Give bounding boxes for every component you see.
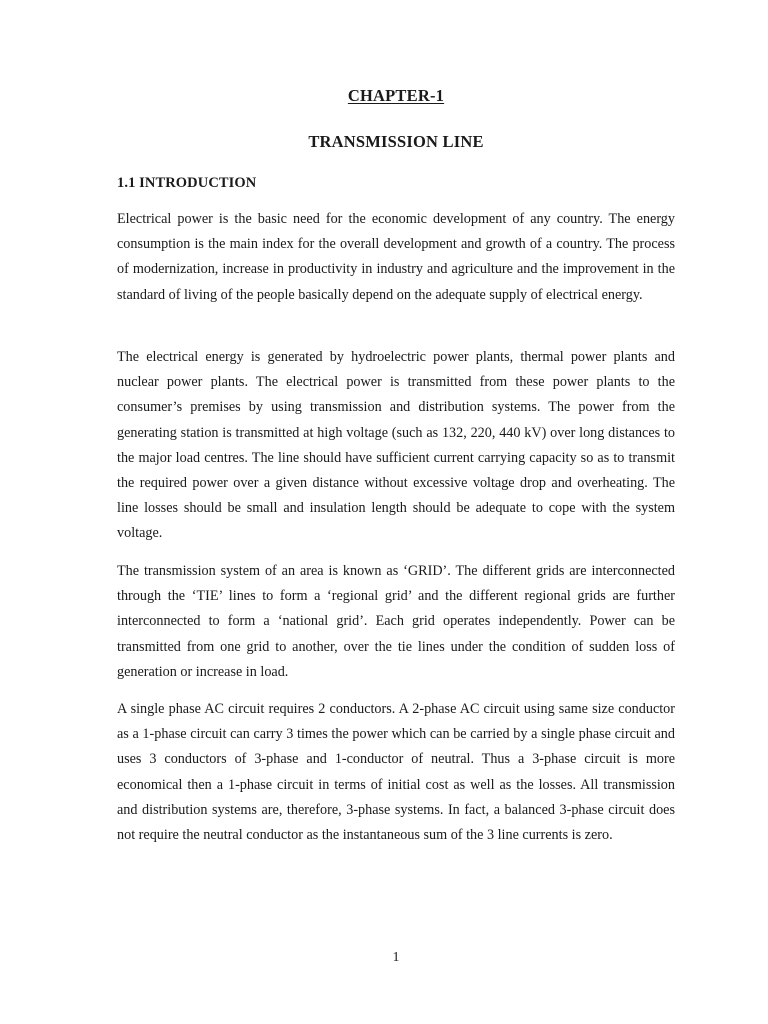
page-number: 1	[392, 950, 400, 965]
paragraph-grid: The transmission system of an area is known as ‘GRID’. The different grids are interconnected through the ‘TIE’ lines to form a ‘regional grid’ and the different regional grids are further interconnected to form a ‘national grid’. Each grid operates independently. Power can be transmitted from one grid to another, over the tie lines under the condition of sudden loss of generation or increase in load.	[117, 563, 675, 680]
paragraph-generation: The electrical energy is generated by hydroelectric power plants, thermal power plants and nuclear power plants. The electrical power is transmitted from these power plants to the consumer’s premises by using transmission and distribution systems. The power from the generating station is transmitted at high voltage (such as 132, 220, 440 kV) over long distances to the major load centres. The line should have sufficient current carrying capacity so as to transmit the required power over a given distance without excessive voltage drop and overheating. The line losses should be small and insulation length should be adequate to cope with the system voltage.	[117, 349, 675, 542]
paragraph-intro: Electrical power is the basic need for the economic development of any country. The energy consumption is the main index for the overall development and growth of a country. The process of modernization, increase in productivity in industry and agriculture and the improvement in the standard of living of the people basically depend on the adequate supply of electrical energy.	[117, 211, 675, 303]
section-heading: 1.1 INTRODUCTION	[117, 175, 257, 191]
paragraph-phase: A single phase AC circuit requires 2 conductors. A 2-phase AC circuit using same size conductor as a 1-phase circuit can carry 3 times the power which can be carried by a single phase circuit and uses 3 conductors of 3-phase and 1-conductor of neutral. Thus a 3-phase circuit is more economical then a 1-phase circuit in terms of initial cost as well as the losses. All transmission and distribution systems are, therefore, 3-phase systems. In fact, a balanced 3-phase circuit does not require the neutral conductor as the instantaneous sum of the 3 line currents is zero.	[117, 701, 675, 844]
chapter-heading: CHAPTER-1	[347, 86, 445, 105]
chapter-title: TRANSMISSION LINE	[308, 132, 484, 151]
